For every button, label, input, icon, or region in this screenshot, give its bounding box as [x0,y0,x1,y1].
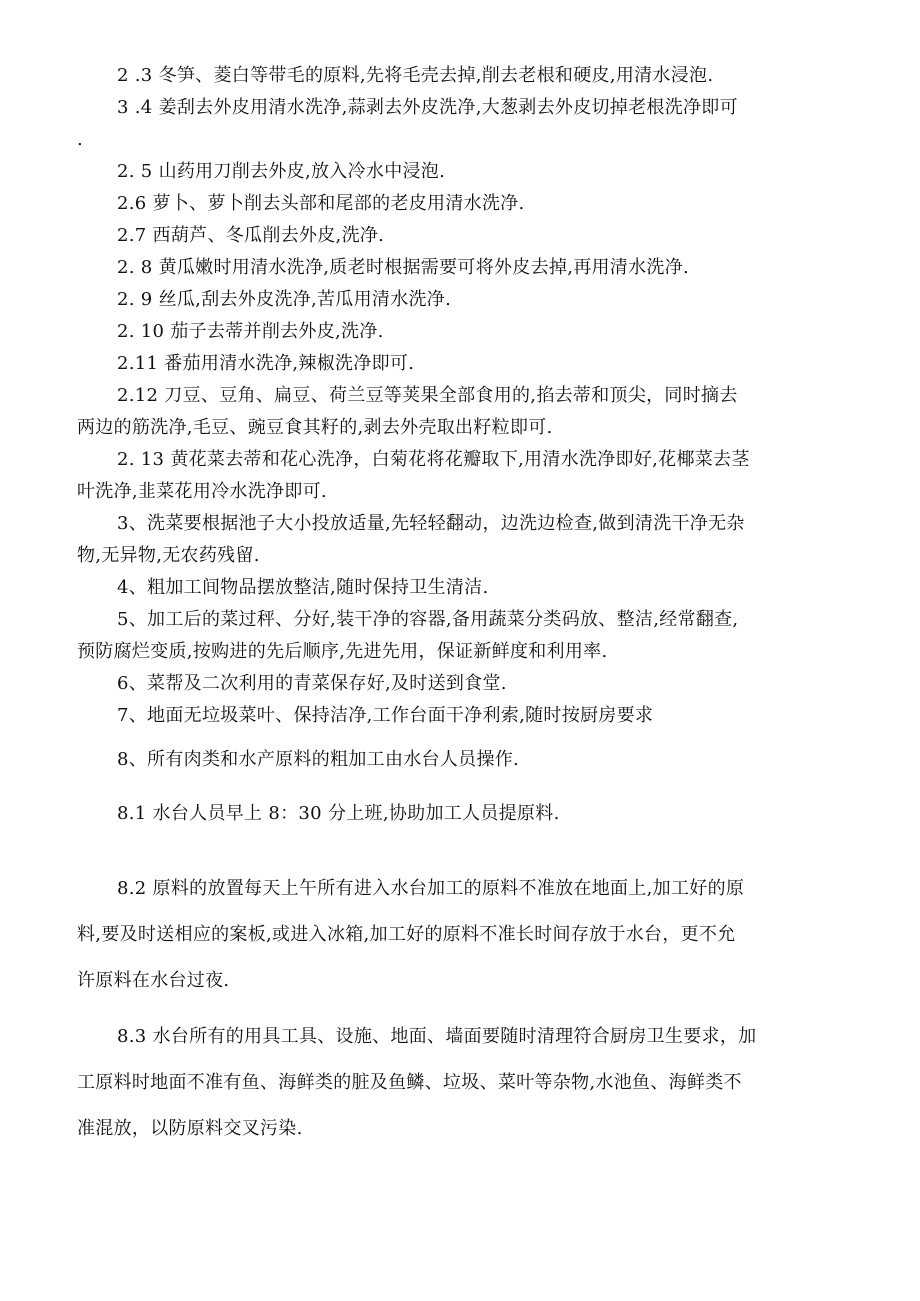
paragraph-line: 2. 5 山药用刀削去外皮,放入冷水中浸泡. [117,161,446,182]
paragraph-line: 2.11 番茄用清水洗净,辣椒洗净即可. [117,353,415,374]
paragraph-line: 2. 13 黄花菜去蒂和花心洗净，白菊花将花瓣取下,用清水洗净即好,花椰菜去茎 [117,449,750,470]
paragraph-line: 5、加工后的菜过秤、分好,装干净的容器,备用蔬菜分类码放、整洁,经常翻查, [117,609,739,630]
paragraph-line: . [77,129,84,150]
paragraph-line: 2 .3 冬笋、菱白等带毛的原料,先将毛壳去掉,削去老根和硬皮,用清水浸泡. [117,65,714,86]
paragraph-line: 两边的筋洗净,毛豆、豌豆食其籽的,剥去外壳取出籽粒即可. [77,417,553,438]
paragraph-line: 8.2 原料的放置每天上午所有进入水台加工的原料不准放在地面上,加工好的原 [117,878,745,899]
paragraph-line: 工原料时地面不准有鱼、海鲜类的脏及鱼鳞、垃圾、菜叶等杂物,水池鱼、海鲜类不 [77,1072,742,1093]
paragraph-line: 2.6 萝卜、萝卜削去头部和尾部的老皮用清水洗净. [117,193,525,214]
paragraph-line: 许原料在水台过夜. [77,970,230,991]
paragraph-line: 2. 9 丝瓜,刮去外皮洗净,苦瓜用清水洗净. [117,289,452,310]
paragraph-line: 8.3 水台所有的用具工具、设施、地面、墙面要随时清理符合厨房卫生要求，加 [117,1026,757,1047]
paragraph-line: 2. 10 茄子去蒂并削去外皮,洗净. [117,321,384,342]
paragraph-line: 6、菜帮及二次利用的青菜保存好,及时送到食堂. [117,673,507,694]
paragraph-line: 准混放，以防原料交叉污染. [77,1118,303,1139]
paragraph-line: 3 .4 姜刮去外皮用清水洗净,蒜剥去外皮洗净,大葱剥去外皮切掉老根洗净即可 [117,97,738,118]
paragraph-line: 2.7 西葫芦、冬瓜削去外皮,洗净. [117,225,385,246]
paragraph-line: 料,要及时送相应的案板,或进入冰箱,加工好的原料不准长时间存放于水台，更不允 [77,924,736,945]
paragraph-line: 3、洗菜要根据池子大小投放适量,先轻轻翻动，边洗边检查,做到清洗干净无杂 [117,513,745,534]
paragraph-line: 物,无异物,无农药残留. [77,545,260,566]
paragraph-line: 2.12 刀豆、豆角、扁豆、荷兰豆等荚果全部食用的,掐去蒂和顶尖，同时摘去 [117,385,738,406]
paragraph-line: 2. 8 黄瓜嫩时用清水洗净,质老时根据需要可将外皮去掉,再用清水洗净. [117,257,690,278]
paragraph-line: 叶洗净,韭菜花用冷水洗净即可. [77,481,327,502]
paragraph-line: 8.1 水台人员早上 8：30 分上班,协助加工人员提原料. [117,803,560,824]
paragraph-line: 预防腐烂变质,按购进的先后顺序,先进先用，保证新鲜度和利用率. [77,641,608,662]
paragraph-line: 7、地面无垃圾菜叶、保持洁净,工作台面干净利索,随时按厨房要求 [117,705,654,726]
paragraph-line: 8、所有肉类和水产原料的粗加工由水台人员操作. [117,749,520,770]
paragraph-line: 4、粗加工间物品摆放整洁,随时保持卫生清洁. [117,577,489,598]
